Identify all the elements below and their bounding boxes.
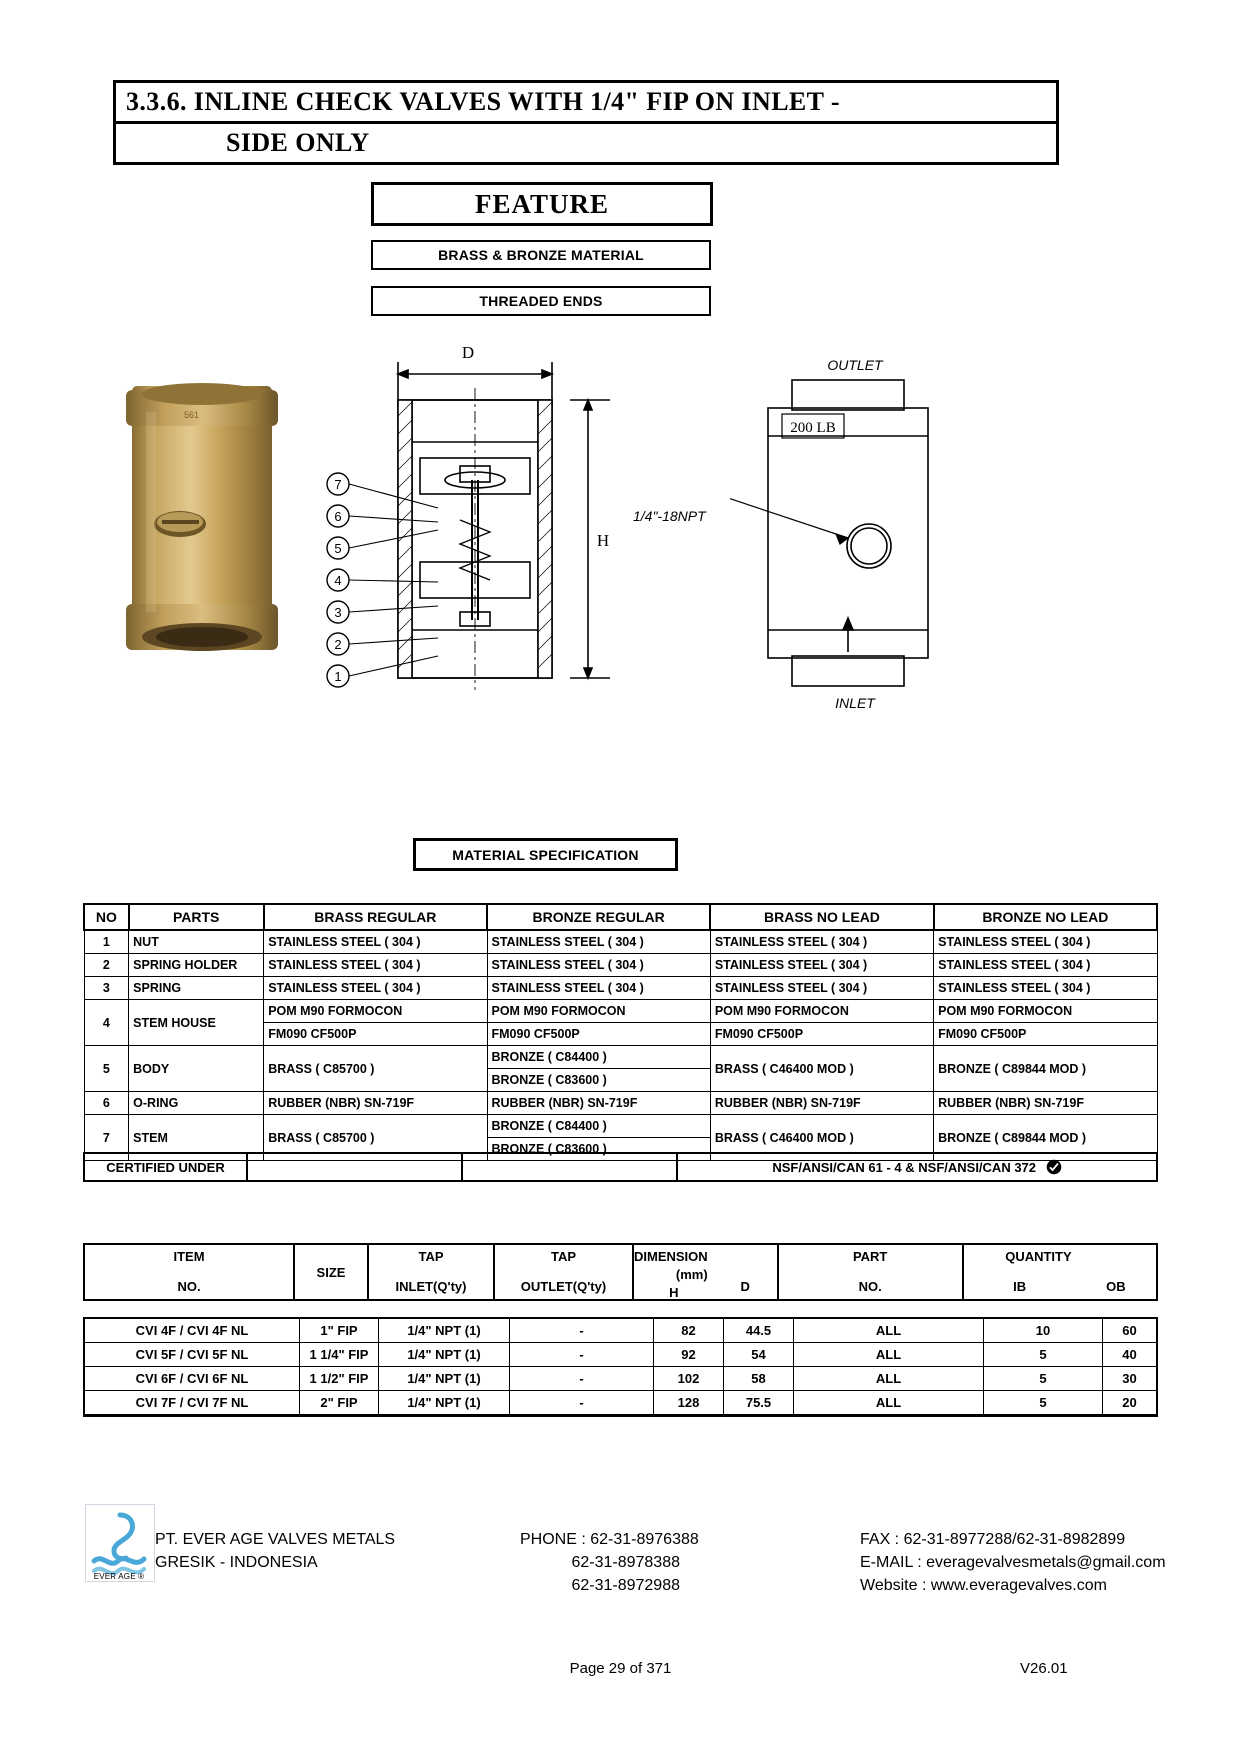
page-title-line1: 3.3.6. INLINE CHECK VALVES WITH 1/4" FIP ON INLET - (116, 83, 1056, 124)
cell-quantity-ib: 5 (984, 1367, 1103, 1391)
footer-phone-3: 62-31-8972988 (571, 1577, 680, 1594)
drawing-area (0, 330, 1241, 740)
svg-text:5: 5 (334, 541, 342, 556)
cell-brass-regular: BRASS ( C85700 ) (264, 1046, 487, 1092)
cell-quantity-ib: 5 (984, 1391, 1103, 1416)
col-header-parts: PARTS (129, 904, 264, 930)
cell-quantity-ob: 30 (1103, 1367, 1158, 1391)
cell-part-name: NUT (129, 930, 264, 954)
certified-under-value: NSF/ANSI/CAN 61 - 4 & NSF/ANSI/CAN 372 (772, 1160, 1037, 1175)
material-spec-heading: MATERIAL SPECIFICATION (413, 838, 678, 871)
cell-tap-outlet: - (510, 1343, 654, 1367)
cell-dimension-h: 82 (654, 1318, 724, 1343)
cell-bronze-no-lead: BRONZE ( C89844 MOD ) (934, 1115, 1157, 1161)
cell-brass-regular: STAINLESS STEEL ( 304 ) (264, 930, 487, 954)
cell-no: 7 (84, 1115, 129, 1161)
col-header-part-no: PART NO. (778, 1244, 963, 1300)
cell-bronze-no-lead: POM M90 FORMOCON FM090 CF500P (934, 1000, 1157, 1046)
dimension-label-h: H (596, 531, 610, 550)
certified-under-table (83, 1152, 1158, 1182)
cell-no: 1 (84, 930, 129, 954)
cell-dimension-d: 75.5 (724, 1391, 794, 1416)
cell-part-name: O-RING (129, 1092, 264, 1115)
footer-company-location: GRESIK - INDONESIA (155, 1554, 318, 1571)
table-row (84, 1391, 1157, 1416)
table-row (84, 977, 1157, 1000)
col-header-dimension-d: D (714, 1244, 778, 1300)
cell-item-no: CVI 4F / CVI 4F NL (84, 1318, 300, 1343)
col-header-item-no: ITEM NO. (84, 1244, 294, 1300)
cell-brass-no-lead: BRASS ( C46400 MOD ) (710, 1115, 933, 1161)
cell-brass-regular: BRASS ( C85700 ) (264, 1115, 487, 1161)
footer-contact-block (860, 1528, 1166, 1597)
col-header-no: NO (84, 904, 129, 930)
table-header-row (84, 1244, 1157, 1300)
cell-no: 6 (84, 1092, 129, 1115)
cell-brass-regular: STAINLESS STEEL ( 304 ) (264, 977, 487, 1000)
valve-photograph (118, 372, 288, 672)
cell-part-name: STEM HOUSE (129, 1000, 264, 1046)
table-row (84, 1153, 1157, 1181)
cell-tap-inlet: 1/4" NPT (1) (379, 1343, 510, 1367)
col-header-brass-no-lead: BRASS NO LEAD (710, 904, 933, 930)
cell-brass-regular: STAINLESS STEEL ( 304 ) (264, 954, 487, 977)
pressure-stamp: 200 LB (790, 420, 836, 436)
page-title (113, 80, 1059, 165)
cell-tap-outlet: - (510, 1391, 654, 1416)
cell-item-no: CVI 5F / CVI 5F NL (84, 1343, 300, 1367)
footer-company-block (155, 1528, 395, 1574)
cell-bronze-regular: POM M90 FORMOCON FM090 CF500P (487, 1000, 710, 1046)
certified-under-value-cell (677, 1153, 1157, 1181)
cell-quantity-ob: 60 (1103, 1318, 1158, 1343)
logo-caption: EVER AGE ® (93, 1572, 145, 1581)
cell-no: 4 (84, 1000, 129, 1046)
cell-bronze-no-lead: STAINLESS STEEL ( 304 ) (934, 954, 1157, 977)
svg-text:1: 1 (334, 669, 342, 684)
cell-bronze-no-lead: RUBBER (NBR) SN-719F (934, 1092, 1157, 1115)
certified-under-blank-2 (462, 1153, 677, 1181)
cell-no: 3 (84, 977, 129, 1000)
cell-no: 5 (84, 1046, 129, 1092)
cell-tap-inlet: 1/4" NPT (1) (379, 1391, 510, 1416)
table-row (84, 1046, 1157, 1092)
cell-part-no: ALL (794, 1391, 984, 1416)
cell-dimension-d: 54 (724, 1343, 794, 1367)
table-row (84, 1367, 1157, 1391)
cell-tap-inlet: 1/4" NPT (1) (379, 1318, 510, 1343)
svg-text:7: 7 (334, 477, 342, 492)
document-version: V26.01 (1020, 1660, 1068, 1677)
cell-size: 1 1/2" FIP (300, 1367, 379, 1391)
cell-bronze-regular: RUBBER (NBR) SN-719F (487, 1092, 710, 1115)
cell-quantity-ob: 40 (1103, 1343, 1158, 1367)
feature-heading: FEATURE (371, 182, 713, 226)
dimension-table-header (83, 1243, 1158, 1301)
table-row (84, 1092, 1157, 1115)
feature-item-ends: THREADED ENDS (371, 286, 711, 316)
cell-tap-outlet: - (510, 1318, 654, 1343)
cell-brass-no-lead: STAINLESS STEEL ( 304 ) (710, 930, 933, 954)
certified-under-label: CERTIFIED UNDER (84, 1153, 247, 1181)
cell-brass-no-lead: STAINLESS STEEL ( 304 ) (710, 977, 933, 1000)
cell-quantity-ob: 20 (1103, 1391, 1158, 1416)
table-row (84, 1318, 1157, 1343)
col-header-quantity-ob: OB (1076, 1244, 1157, 1300)
svg-text:561: 561 (184, 410, 200, 420)
page-number: Page 29 of 371 (569, 1660, 672, 1677)
cell-dimension-d: 58 (724, 1367, 794, 1391)
dimension-table-body (83, 1317, 1158, 1417)
col-header-size: SIZE (294, 1244, 368, 1300)
outlet-label: OUTLET (827, 357, 883, 373)
cell-size: 2" FIP (300, 1391, 379, 1416)
nsf-certification-mark-icon (1046, 1159, 1062, 1175)
svg-text:3: 3 (334, 605, 342, 620)
cell-tap-inlet: 1/4" NPT (1) (379, 1367, 510, 1391)
footer-website: Website : www.everagevalves.com (860, 1577, 1107, 1594)
balloon-callouts (322, 470, 442, 690)
ever-age-logo (85, 1504, 155, 1582)
cell-tap-outlet: - (510, 1367, 654, 1391)
cell-bronze-regular: STAINLESS STEEL ( 304 ) (487, 977, 710, 1000)
table-row (84, 1000, 1157, 1046)
table-row (84, 954, 1157, 977)
cell-quantity-ib: 5 (984, 1343, 1103, 1367)
cell-size: 1 1/4" FIP (300, 1343, 379, 1367)
svg-text:6: 6 (334, 509, 342, 524)
footer-company-name: PT. EVER AGE VALVES METALS (155, 1531, 396, 1548)
cell-bronze-regular: STAINLESS STEEL ( 304 ) (487, 930, 710, 954)
inlet-label: INLET (835, 695, 875, 711)
svg-text:4: 4 (334, 573, 342, 588)
cell-part-name: BODY (129, 1046, 264, 1092)
cell-size: 1" FIP (300, 1318, 379, 1343)
cell-dimension-h: 102 (654, 1367, 724, 1391)
cell-item-no: CVI 6F / CVI 6F NL (84, 1367, 300, 1391)
cell-part-name: SPRING HOLDER (129, 954, 264, 977)
cell-no: 2 (84, 954, 129, 977)
cell-bronze-no-lead: BRONZE ( C89844 MOD ) (934, 1046, 1157, 1092)
cell-dimension-d: 44.5 (724, 1318, 794, 1343)
cell-bronze-regular: BRONZE ( C84400 ) BRONZE ( C83600 ) (487, 1046, 710, 1092)
cell-bronze-no-lead: STAINLESS STEEL ( 304 ) (934, 977, 1157, 1000)
col-header-dimension-h: DIMENSION (mm) H (633, 1244, 714, 1300)
col-header-tap-outlet: TAP OUTLET(Q'ty) (494, 1244, 633, 1300)
cell-bronze-regular: BRONZE ( C84400 ) BRONZE ( C83600 ) (487, 1115, 710, 1161)
cell-part-no: ALL (794, 1318, 984, 1343)
cell-part-name: SPRING (129, 977, 264, 1000)
cell-brass-regular: POM M90 FORMOCON FM090 CF500P (264, 1000, 487, 1046)
feature-item-material: BRASS & BRONZE MATERIAL (371, 240, 711, 270)
dimension-label-d: D (461, 343, 475, 362)
cell-dimension-h: 128 (654, 1391, 724, 1416)
footer-phone-2: 62-31-8978388 (571, 1554, 680, 1571)
col-header-quantity-ib: QUANTITY IB (963, 1244, 1076, 1300)
external-view-drawing (730, 350, 980, 720)
table-row (84, 930, 1157, 954)
cell-brass-no-lead: RUBBER (NBR) SN-719F (710, 1092, 933, 1115)
cell-brass-no-lead: POM M90 FORMOCON FM090 CF500P (710, 1000, 933, 1046)
col-header-brass-regular: BRASS REGULAR (264, 904, 487, 930)
cell-part-no: ALL (794, 1367, 984, 1391)
footer-phone-1: PHONE : 62-31-8976388 (520, 1531, 699, 1548)
col-header-bronze-no-lead: BRONZE NO LEAD (934, 904, 1157, 930)
cell-bronze-regular: STAINLESS STEEL ( 304 ) (487, 954, 710, 977)
table-row (84, 1343, 1157, 1367)
footer-phone-block (520, 1528, 699, 1597)
certified-under-blank-1 (247, 1153, 462, 1181)
svg-text:2: 2 (334, 637, 342, 652)
page-title-line2: SIDE ONLY (226, 128, 370, 157)
material-spec-table (83, 903, 1158, 1161)
cell-quantity-ib: 10 (984, 1318, 1103, 1343)
table-header-row (84, 904, 1157, 930)
cell-bronze-no-lead: STAINLESS STEEL ( 304 ) (934, 930, 1157, 954)
cell-brass-regular: RUBBER (NBR) SN-719F (264, 1092, 487, 1115)
footer-fax: FAX : 62-31-8977288/62-31-8982899 (860, 1531, 1126, 1548)
footer-email: E-MAIL : everagevalvesmetals@gmail.com (860, 1554, 1166, 1571)
npt-callout-label: 1/4"-18NPT (633, 508, 706, 524)
cell-part-name: STEM (129, 1115, 264, 1161)
cell-brass-no-lead: STAINLESS STEEL ( 304 ) (710, 954, 933, 977)
cell-brass-no-lead: BRASS ( C46400 MOD ) (710, 1046, 933, 1092)
cell-part-no: ALL (794, 1343, 984, 1367)
col-header-bronze-regular: BRONZE REGULAR (487, 904, 710, 930)
cell-item-no: CVI 7F / CVI 7F NL (84, 1391, 300, 1416)
col-header-tap-inlet: TAP INLET(Q'ty) (368, 1244, 494, 1300)
cell-dimension-h: 92 (654, 1343, 724, 1367)
